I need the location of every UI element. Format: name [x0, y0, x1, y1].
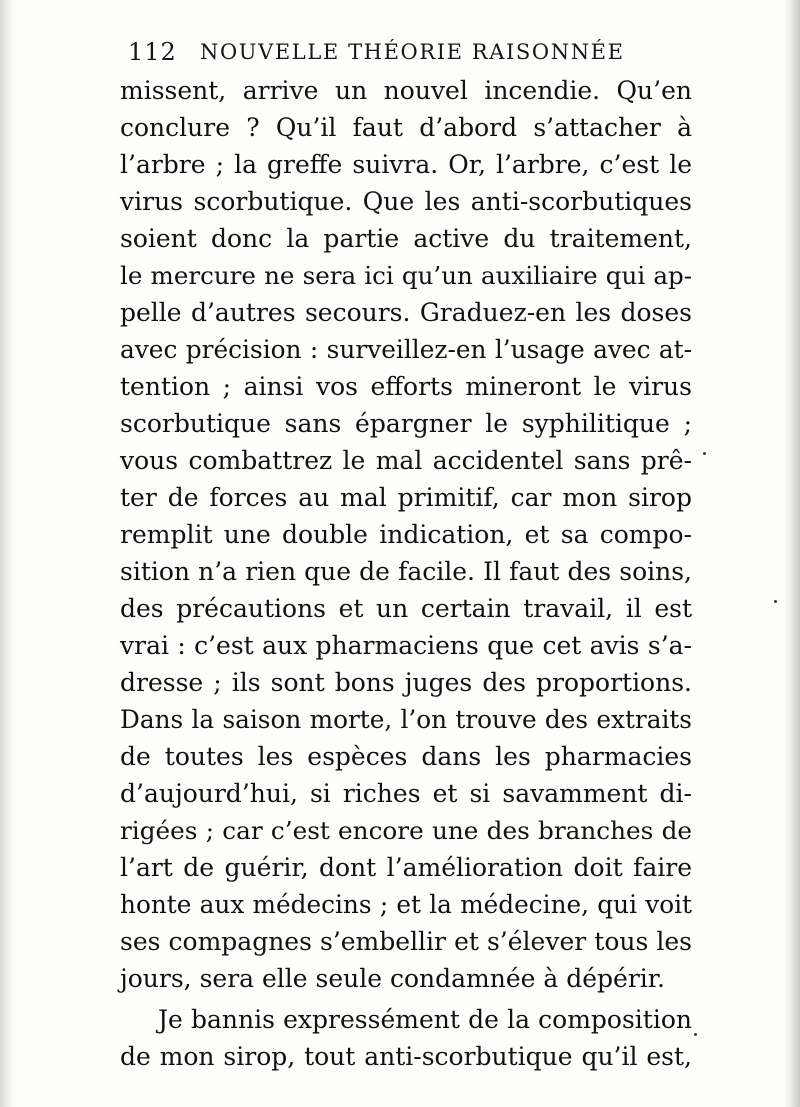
text-line: conclure ? Qu’il faut d’abord s’attacher à	[120, 113, 692, 142]
text-line: pelle d’autres secours. Graduez-en les doses	[120, 298, 692, 327]
text-line: missent, arrive un nouvel incendie. Qu’en	[120, 76, 692, 105]
body-text	[120, 72, 692, 1075]
paragraph-2	[120, 1001, 692, 1075]
text-line: d’aujourd’hui, si riches et si savamment di-	[120, 779, 692, 808]
text-line: remplit une double indication, et sa compo-	[120, 520, 692, 549]
text-line: virus scorbutique. Que les anti-scorbutiques	[120, 187, 692, 216]
text-line: ter de forces au mal primitif, car mon sirop	[120, 483, 692, 512]
paper-speck	[774, 600, 777, 603]
page-right-edge	[784, 0, 800, 1107]
text-line: des précautions et un certain travail, il est	[120, 594, 692, 623]
text-line: Dans la saison morte, l’on trouve des extraits	[120, 705, 692, 734]
text-line: l’art de guérir, dont l’amélioration doit faire	[120, 853, 692, 882]
text-line: Je bannis expressément de la composition	[158, 1005, 692, 1034]
text-line: ses compagnes s’embellir et s’élever tous les	[120, 927, 692, 956]
running-title: NOUVELLE THÉORIE RAISONNÉE	[200, 40, 625, 64]
text-line: tention ; ainsi vos efforts mineront le virus	[120, 372, 692, 401]
text-line: vrai : c’est aux pharmaciens que cet avis s’a-	[120, 631, 692, 660]
text-line: de toutes les espèces dans les pharmacies	[120, 742, 692, 771]
text-line: rigées ; car c’est encore une des branches de	[120, 816, 692, 845]
text-line: honte aux médecins ; et la médecine, qui voit	[120, 890, 692, 919]
text-line: dresse ; ils sont bons juges des proportions.	[120, 668, 692, 697]
text-line: soient donc la partie active du traitement,	[120, 224, 692, 253]
paper-speck	[694, 1033, 697, 1036]
text-line: le mercure ne sera ici qu’un auxiliaire qui ap-	[120, 261, 692, 290]
text-line: jours, sera elle seule condamnée à dépérir.	[120, 964, 665, 993]
page-left-edge	[0, 0, 14, 1107]
running-head	[128, 36, 628, 70]
paragraph-1	[120, 72, 692, 997]
page-number: 112	[128, 38, 177, 66]
paper-speck	[703, 452, 706, 455]
text-line: avec précision : surveillez-en l’usage avec at-	[120, 335, 692, 364]
text-line: l’arbre ; la greffe suivra. Or, l’arbre, c’est le	[120, 150, 692, 179]
text-line: scorbutique sans épargner le syphilitique ;	[120, 409, 692, 438]
text-line: vous combattrez le mal accidentel sans prê-	[120, 446, 692, 475]
text-line: de mon sirop, tout anti-scorbutique qu’il est,	[120, 1042, 692, 1071]
text-line: sition n’a rien que de facile. Il faut des soins,	[120, 557, 692, 586]
